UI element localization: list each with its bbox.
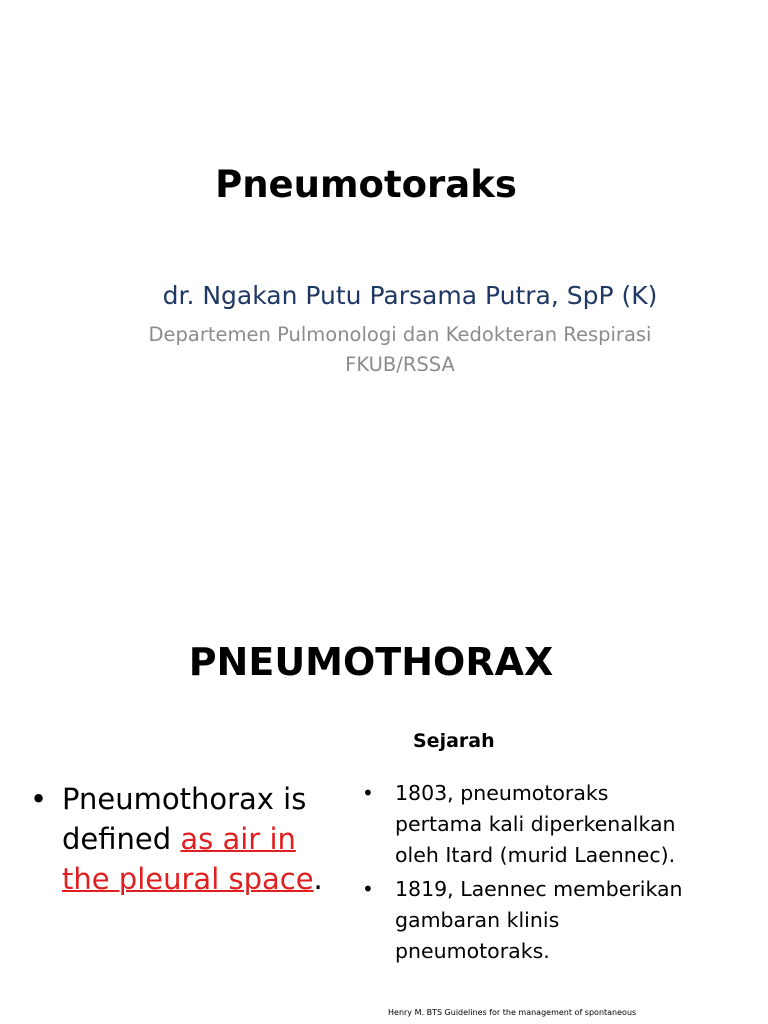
affiliation-line-institution: FKUB/RSSA — [345, 353, 455, 376]
definition-line-2 — [62, 819, 360, 859]
history-line: gambaran klinis — [395, 908, 560, 932]
history-line: 1803, pneumotoraks — [395, 781, 609, 805]
definition-highlight-1: as air in — [180, 822, 296, 856]
definition-highlight-2: the pleural space — [62, 862, 314, 896]
history-line: pertama kali diperkenalkan — [395, 812, 676, 836]
pneumothorax-slide — [0, 576, 768, 1024]
bullet-icon: • — [362, 781, 374, 805]
affiliation — [0, 320, 768, 380]
definition-period: . — [313, 862, 323, 896]
history-line: pneumotoraks. — [395, 939, 550, 963]
reference-footnote: Henry M. BTS Guidelines for the management of spontaneous — [388, 1008, 637, 1017]
history-line: 1819, Laennec memberikan — [395, 877, 683, 901]
definition-line-1: Pneumothorax is — [62, 782, 307, 816]
affiliation-line-department: Departemen Pulmonologi dan Kedokteran Respirasi — [148, 323, 652, 346]
section-heading-sejarah: Sejarah — [413, 730, 495, 752]
definition-plain-text: defined — [62, 822, 181, 856]
definition-line-3 — [62, 859, 360, 899]
definition-bullet — [30, 779, 360, 899]
history-bullet-list — [362, 778, 762, 970]
slide-title: PNEUMOTHORAX — [188, 640, 554, 684]
author-name: dr. Ngakan Putu Parsama Putra, SpP (K) — [162, 281, 658, 310]
history-bullet-1803 — [362, 778, 762, 871]
bullet-icon: • — [362, 877, 374, 901]
bullet-icon: • — [30, 782, 48, 816]
history-line: oleh Itard (murid Laennec). — [395, 843, 676, 867]
slide-title: Pneumotoraks — [215, 163, 517, 206]
definition-bullet-list — [30, 779, 360, 899]
history-bullet-1819 — [362, 874, 762, 967]
